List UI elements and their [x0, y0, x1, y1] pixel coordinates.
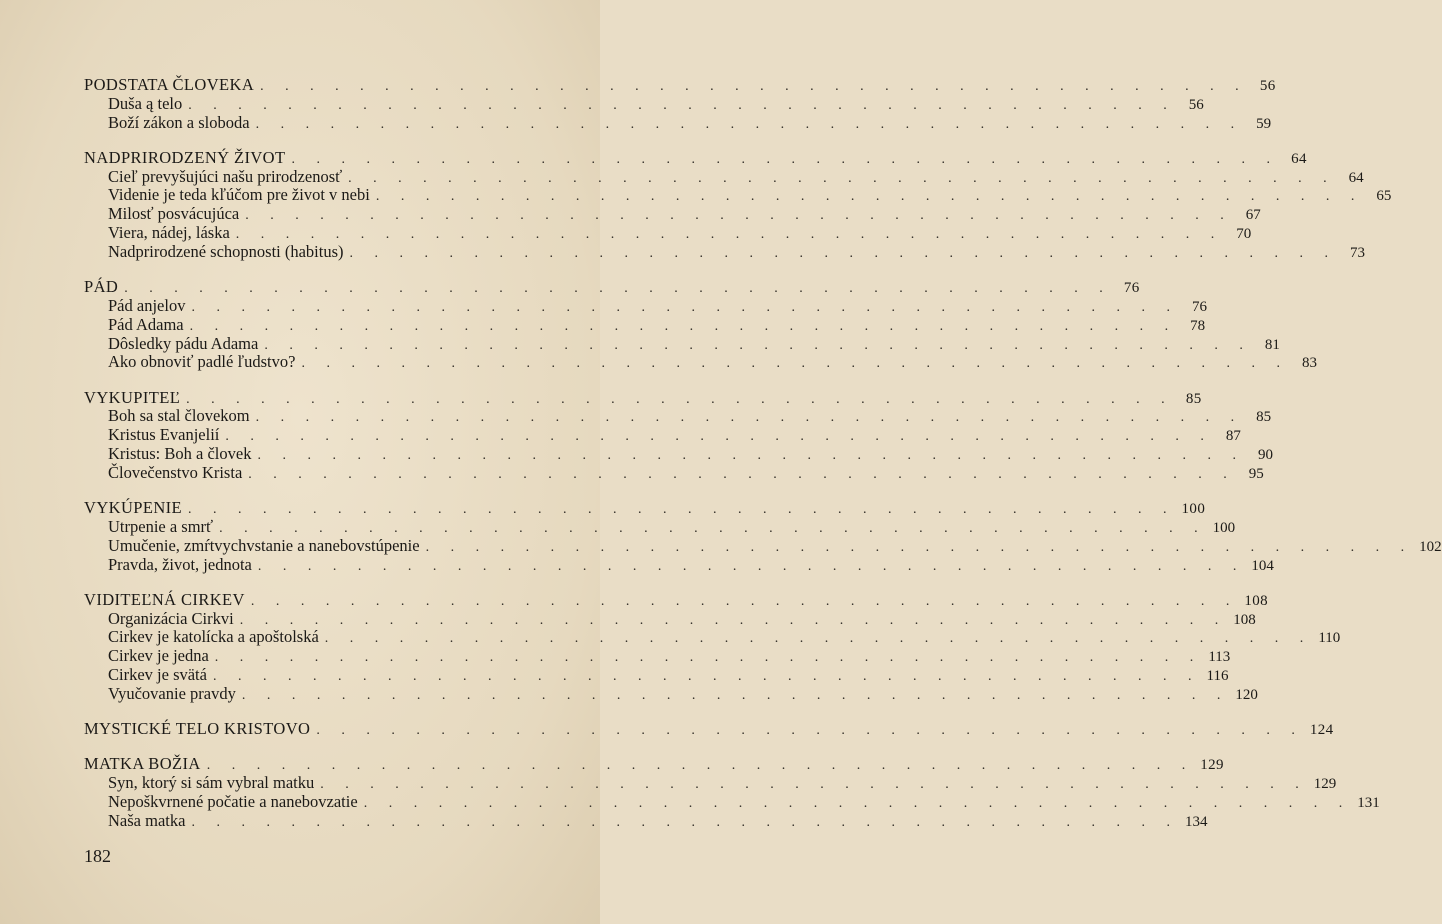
toc-entry-title: MATKA BOŽIA [84, 754, 201, 774]
toc-entry-page: 90 [1257, 447, 1273, 464]
dot-leader: . . . . . . . . . . . . . . . . . . . . . . . . . . . . . . . . . . . . . . . . [320, 777, 1308, 793]
toc-entry-page: 124 [1309, 722, 1334, 739]
toc-chapter-heading [84, 719, 1334, 739]
toc-entry-title: Viera, nádej, láska [108, 223, 230, 243]
dot-leader: . . . . . . . . . . . . . . . . . . . . . . . . . . . . . . . . . . . . . . . . [191, 299, 1179, 315]
toc-subentry [84, 185, 1392, 205]
dot-leader: . . . . . . . . . . . . . . . . . . . . . . . . . . . . . . . . . . . . . . . . [191, 814, 1179, 830]
toc-entry-page: 59 [1256, 115, 1272, 132]
toc-entry-title: Syn, ktorý si sám vybral matku [108, 773, 315, 793]
toc-subentry [84, 810, 1208, 831]
toc-entry-title: NADPRIRODZENÝ ŽIVOT [84, 147, 286, 167]
toc-entry-page: 78 [1190, 317, 1206, 334]
dot-leader: . . . . . . . . . . . . . . . . . . . . . . . . . . . . . . . . . . . . . . . . [349, 245, 1338, 261]
toc-chapter-heading [84, 387, 1202, 408]
toc-entry-page: 73 [1350, 244, 1366, 261]
toc-entry-title: PODSTATA ČLOVEKA [84, 75, 255, 94]
toc-entry-title: Utrpenie a smrť [108, 516, 214, 536]
dot-leader: . . . . . . . . . . . . . . . . . . . . . . . . . . . . . . . . . . . . . . . . [255, 116, 1244, 132]
toc-entry-page: 104 [1251, 557, 1274, 574]
toc-entry-title: Boží zákon a sloboda [108, 112, 250, 132]
toc-subentry [84, 665, 1229, 685]
toc-entry-title: Kristus Evanjelií [108, 425, 220, 445]
toc-entry-title: Milosť posvácujúca [108, 204, 240, 224]
toc-entry-title: Cirkev je katolícka a apoštolská [108, 627, 319, 647]
dot-leader: . . . . . . . . . . . . . . . . . . . . . . . . . . . . . . . . . . . . . . . . [124, 281, 1112, 297]
toc-subentry [84, 792, 1380, 812]
dot-leader: . . . . . . . . . . . . . . . . . . . . . . . . . . . . . . . . . . . . . . . . [375, 189, 1364, 205]
toc-entry-page: 64 [1348, 169, 1364, 186]
toc-subentry [84, 93, 1204, 114]
toc-section [84, 277, 1317, 372]
dot-leader: . . . . . . . . . . . . . . . . . . . . . . . . . . . . . . . . . . . . . . . . [188, 97, 1176, 113]
dot-leader: . . . . . . . . . . . . . . . . . . . . . . . . . . . . . . . . . . . . . . . . [239, 612, 1228, 628]
toc-subentry [84, 535, 1442, 556]
toc-entry-page: 83 [1301, 355, 1317, 372]
toc-entry-title: Videnie je teda kľúčom pre život v nebi [108, 185, 370, 205]
toc-chapter-heading [84, 754, 1224, 774]
toc-section [84, 498, 1442, 574]
toc-entry-title: Umučenie, zmŕtvychvstanie a nanebovstúpenie [108, 535, 420, 555]
toc-entry-page: 110 [1318, 630, 1341, 647]
toc-entry-title: Cirkev je jedna [108, 646, 209, 666]
toc-subentry [84, 241, 1366, 262]
toc-subentry [84, 554, 1274, 575]
toc-section [84, 387, 1273, 483]
toc-subentry [84, 333, 1280, 354]
toc-section [84, 719, 1334, 739]
toc-chapter-heading [84, 147, 1307, 168]
toc-entry-title: Dôsledky pádu Adama [108, 333, 259, 353]
toc-entry-title: Pád Adama [108, 314, 184, 334]
toc-entry-page: 70 [1236, 226, 1252, 243]
toc-entry-page: 100 [1212, 519, 1236, 536]
toc-section [84, 754, 1380, 830]
toc-entry-title: Naša matka [108, 810, 186, 830]
toc-entry-page: 120 [1235, 686, 1258, 703]
dot-leader: . . . . . . . . . . . . . . . . . . . . . . . . . . . . . . . . . . . . . . . . [186, 391, 1174, 407]
toc-subentry [84, 683, 1258, 704]
toc-entry-title: VYKUPITEĽ [84, 387, 181, 407]
dot-leader: . . . . . . . . . . . . . . . . . . . . . . . . . . . . . . . . . . . . . . . . [291, 151, 1279, 167]
toc-subentry [84, 516, 1236, 537]
toc-entry-page: 100 [1181, 501, 1206, 518]
toc-subentry [84, 204, 1261, 224]
toc-chapter-heading [84, 589, 1269, 610]
toc-subentry [84, 352, 1317, 372]
dot-leader: . . . . . . . . . . . . . . . . . . . . . . . . . . . . . . . . . . . . . . . . [324, 631, 1313, 647]
toc-subentry [84, 112, 1272, 133]
toc-subentry [84, 166, 1364, 187]
toc-entry-page: 87 [1225, 428, 1241, 445]
toc-entry-page: 67 [1245, 207, 1261, 224]
dot-leader: . . . . . . . . . . . . . . . . . . . . . . . . . . . . . . . . . . . . . . . . [214, 650, 1203, 666]
toc-entry-page: 113 [1208, 649, 1231, 666]
toc-chapter-heading [84, 75, 1276, 95]
dot-leader: . . . . . . . . . . . . . . . . . . . . . . . . . . . . . . . . . . . . . . . . [301, 356, 1289, 372]
toc-entry-title: Pravda, život, jednota [108, 554, 252, 574]
toc-entry-title: Cirkev je svätá [108, 665, 207, 685]
toc-entry-title: MYSTICKÉ TELO KRISTOVO [84, 719, 311, 739]
page-number: 182 [84, 846, 111, 866]
toc-entry-page: 56 [1259, 78, 1276, 94]
toc-entry-page: 116 [1206, 668, 1229, 685]
toc-subentry [84, 773, 1337, 793]
toc-subentry [84, 608, 1256, 629]
toc-entry-title: VIDITEĽNÁ CIRKEV [84, 589, 245, 609]
toc-entry-page: 134 [1184, 813, 1208, 830]
toc-chapter-heading [84, 498, 1206, 518]
toc-subentry [84, 627, 1341, 647]
dot-leader: . . . . . . . . . . . . . . . . . . . . . . . . . . . . . . . . . . . . . . . . [363, 796, 1352, 811]
dot-leader: . . . . . . . . . . . . . . . . . . . . . . . . . . . . . . . . . . . . . . . . [188, 502, 1176, 518]
toc-section [84, 147, 1392, 262]
toc-entry-page: 102 [1419, 538, 1442, 555]
toc-entry-page: 131 [1357, 795, 1380, 811]
toc-subentry [84, 444, 1273, 464]
toc-entry-title: Organizácia Cirkvi [108, 608, 234, 628]
dot-leader: . . . . . . . . . . . . . . . . . . . . . . . . . . . . . . . . . . . . . . . . [248, 466, 1236, 482]
toc-subentry [84, 223, 1252, 243]
toc-entry-page: 129 [1200, 757, 1224, 774]
toc-subentry [84, 462, 1264, 483]
dot-leader: . . . . . . . . . . . . . . . . . . . . . . . . . . . . . . . . . . . . . . . . [241, 687, 1230, 703]
toc-entry-title: Nadprirodzené schopnosti (habitus) [108, 241, 344, 261]
dot-leader: . . . . . . . . . . . . . . . . . . . . . . . . . . . . . . . . . . . . . . . . [245, 208, 1233, 224]
dot-leader: . . . . . . . . . . . . . . . . . . . . . . . . . . . . . . . . . . . . . . . . [348, 170, 1336, 186]
dot-leader: . . . . . . . . . . . . . . . . . . . . . . . . . . . . . . . . . . . . . . . . [206, 758, 1195, 774]
toc-entry-page: 65 [1376, 188, 1392, 205]
dot-leader: . . . . . . . . . . . . . . . . . . . . . . . . . . . . . . . . . . . . . . . . [425, 539, 1414, 555]
toc-entry-title: Ako obnoviť padlé ľudstvo? [108, 352, 296, 372]
toc-entry-title: Boh sa stal človekom [108, 406, 250, 426]
toc-entry-title: Pád anjelov [108, 295, 186, 315]
dot-leader: . . . . . . . . . . . . . . . . . . . . . . . . . . . . . . . . . . . . . . . . [316, 723, 1304, 739]
toc-entry-page: 56 [1188, 96, 1204, 113]
toc-section [84, 589, 1341, 704]
toc-entry-title: PÁD [84, 277, 119, 297]
toc-entry-page: 95 [1248, 465, 1264, 482]
toc-entry-page: 129 [1313, 776, 1337, 793]
table-of-contents [84, 75, 1442, 847]
toc-chapter-heading [84, 277, 1140, 297]
toc-entry-page: 85 [1185, 390, 1202, 407]
dot-leader: . . . . . . . . . . . . . . . . . . . . . . . . . . . . . . . . . . . . . . . . [219, 520, 1207, 536]
toc-entry-page: 85 [1256, 409, 1272, 426]
toc-entry-title: Človečenstvo Krista [108, 462, 243, 482]
toc-subentry [84, 425, 1241, 445]
toc-entry-page: 108 [1233, 611, 1256, 628]
toc-entry-page: 76 [1123, 280, 1140, 297]
toc-entry-page: 64 [1291, 150, 1307, 167]
dot-leader: . . . . . . . . . . . . . . . . . . . . . . . . . . . . . . . . . . . . . . . . [250, 593, 1239, 609]
dot-leader: . . . . . . . . . . . . . . . . . . . . . . . . . . . . . . . . . . . . . . . . [264, 337, 1252, 353]
dot-leader: . . . . . . . . . . . . . . . . . . . . . . . . . . . . . . . . . . . . . . . . [212, 669, 1201, 685]
toc-entry-title: Duša ą telo [108, 93, 183, 113]
toc-entry-page: 108 [1244, 592, 1269, 609]
toc-subentry [84, 295, 1207, 316]
toc-entry-page: 81 [1264, 336, 1280, 353]
toc-section [84, 75, 1276, 132]
dot-leader: . . . . . . . . . . . . . . . . . . . . . . . . . . . . . . . . . . . . . . . . [257, 558, 1246, 574]
dot-leader: . . . . . . . . . . . . . . . . . . . . . . . . . . . . . . . . . . . . . . . . [260, 79, 1248, 94]
toc-entry-title: Cieľ prevyšujúci našu prirodzenosť [108, 166, 343, 186]
dot-leader: . . . . . . . . . . . . . . . . . . . . . . . . . . . . . . . . . . . . . . . . [257, 448, 1245, 464]
toc-entry-title: VYKÚPENIE [84, 498, 183, 518]
dot-leader: . . . . . . . . . . . . . . . . . . . . . . . . . . . . . . . . . . . . . . . . [235, 227, 1224, 243]
toc-entry-title: Vyučovanie pravdy [108, 683, 236, 703]
dot-leader: . . . . . . . . . . . . . . . . . . . . . . . . . . . . . . . . . . . . . . . . [255, 410, 1244, 426]
dot-leader: . . . . . . . . . . . . . . . . . . . . . . . . . . . . . . . . . . . . . . . . [189, 318, 1178, 334]
dot-leader: . . . . . . . . . . . . . . . . . . . . . . . . . . . . . . . . . . . . . . . . [225, 429, 1213, 445]
toc-subentry [84, 314, 1206, 335]
toc-subentry [84, 646, 1231, 666]
toc-entry-page: 76 [1191, 298, 1207, 315]
toc-entry-title: Nepoškvrnené počatie a nanebovzatie [108, 792, 358, 811]
toc-subentry [84, 406, 1272, 426]
toc-entry-title: Kristus: Boh a človek [108, 444, 252, 464]
